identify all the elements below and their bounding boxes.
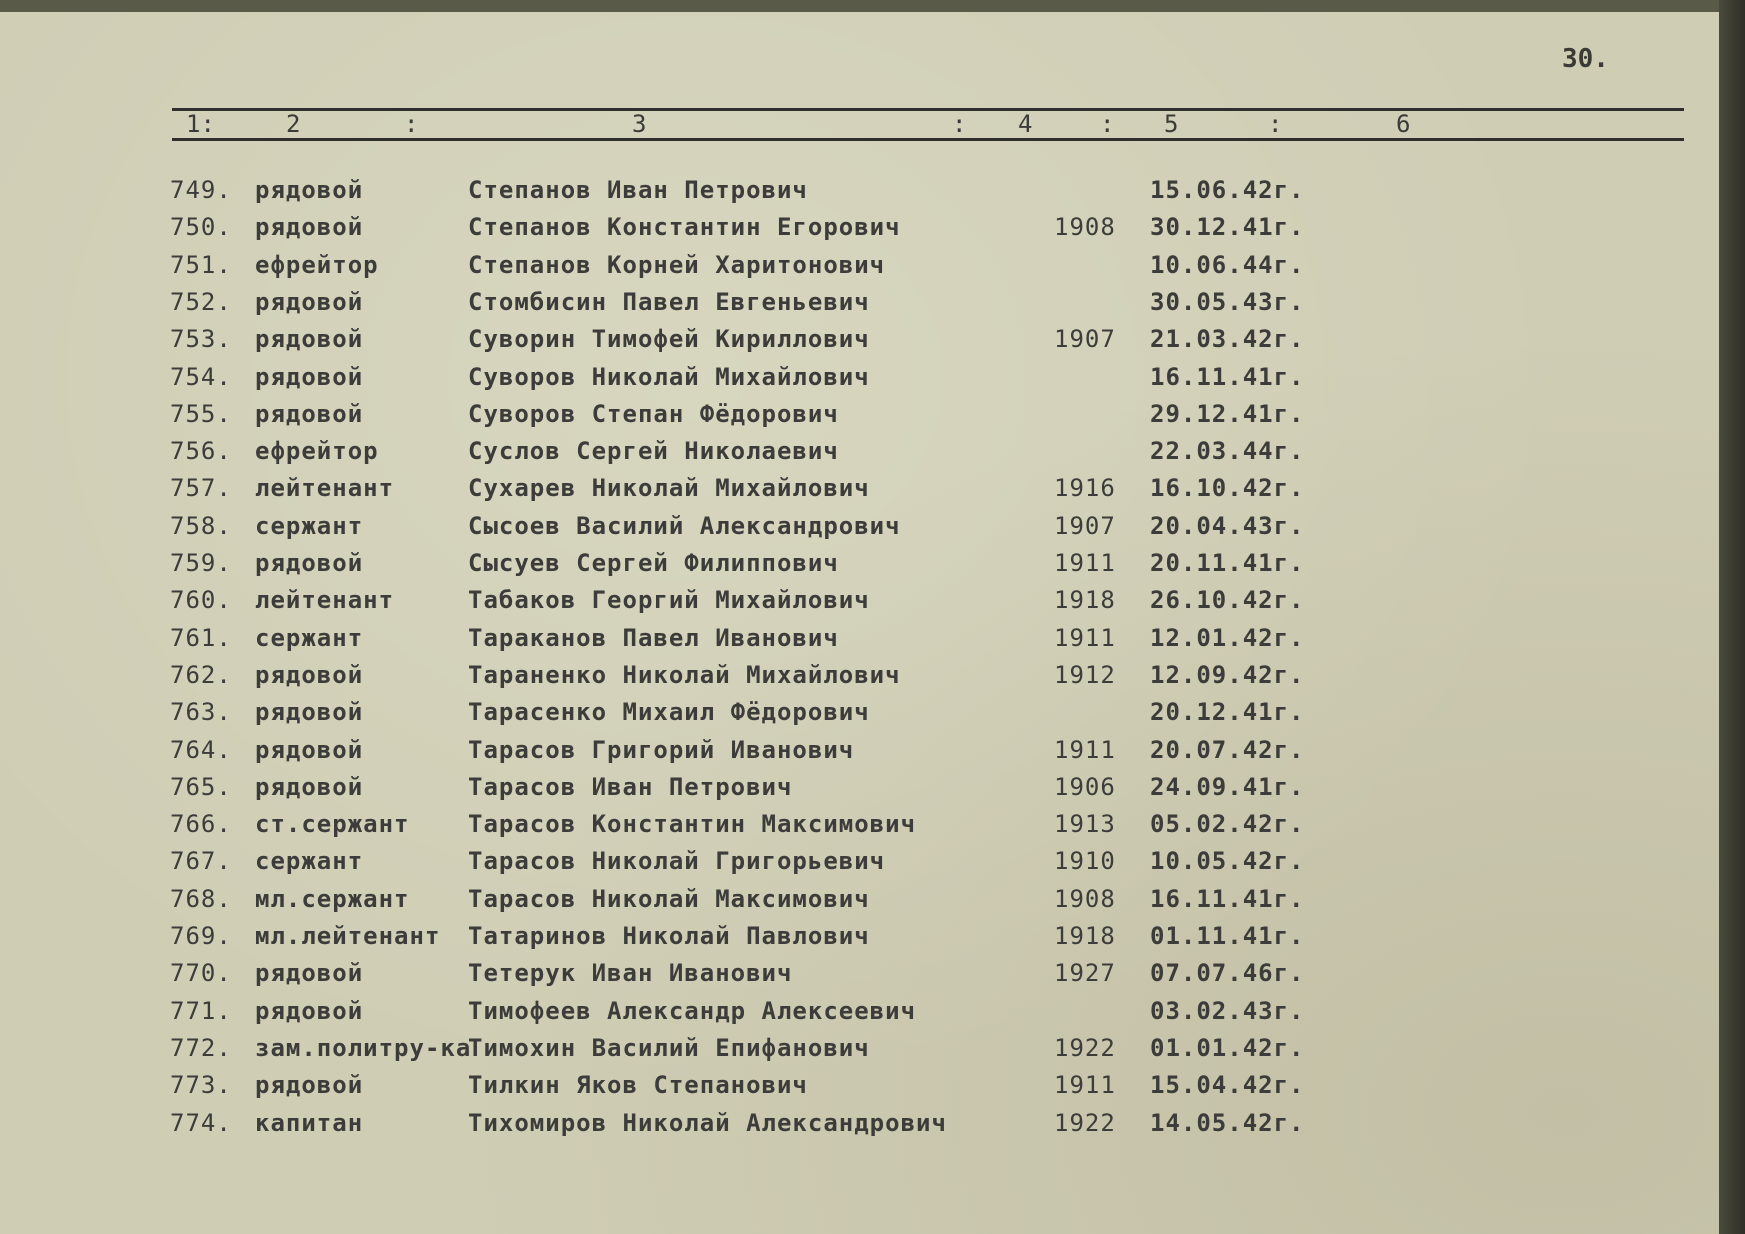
column-number: 1: [186,110,215,138]
table-row [0,847,1400,881]
date: 15.06.42г. [1150,176,1305,204]
birth-year: 1911 [1054,549,1116,577]
date: 01.11.41г. [1150,922,1305,950]
birth-year: 1907 [1054,325,1116,353]
full-name: Сысоев Василий Александрович [468,512,901,540]
date: 16.10.42г. [1150,474,1305,502]
record-number: 755. [170,400,232,428]
military-rank: сержант [255,847,364,875]
date: 20.11.41г. [1150,549,1305,577]
table-row [0,176,1400,210]
full-name: Тарасов Иван Петрович [468,773,793,801]
military-rank: сержант [255,624,364,652]
record-number: 756. [170,437,232,465]
full-name: Степанов Иван Петрович [468,176,808,204]
record-number: 766. [170,810,232,838]
full-name: Степанов Корней Харитонович [468,251,886,279]
full-name: Тараненко Николай Михайлович [468,661,901,689]
full-name: Тарасенко Михаил Фёдорович [468,698,870,726]
date: 07.07.46г. [1150,959,1305,987]
table-row [0,997,1400,1031]
table-row [0,363,1400,397]
date: 26.10.42г. [1150,586,1305,614]
table-row [0,251,1400,285]
column-number: 3 [632,110,647,138]
full-name: Суворин Тимофей Кириллович [468,325,870,353]
table-row [0,1071,1400,1105]
record-number: 760. [170,586,232,614]
full-name: Тарасов Константин Максимович [468,810,917,838]
birth-year: 1911 [1054,1071,1116,1099]
military-rank: лейтенант [255,474,395,502]
military-rank: рядовой [255,325,364,353]
military-rank: рядовой [255,698,364,726]
date: 16.11.41г. [1150,363,1305,391]
full-name: Тилкин Яков Степанович [468,1071,808,1099]
birth-year: 1912 [1054,661,1116,689]
column-separator: : [1268,110,1283,138]
table-row [0,959,1400,993]
table-row [0,288,1400,322]
date: 20.04.43г. [1150,512,1305,540]
military-rank: ефрейтор [255,437,379,465]
table-row [0,661,1400,695]
record-number: 759. [170,549,232,577]
date: 16.11.41г. [1150,885,1305,913]
record-number: 764. [170,736,232,764]
full-name: Тарасов Николай Максимович [468,885,870,913]
record-number: 750. [170,213,232,241]
table-row [0,773,1400,807]
record-number: 754. [170,363,232,391]
record-number: 761. [170,624,232,652]
table-row [0,624,1400,658]
table-row [0,474,1400,508]
full-name: Суворов Николай Михайлович [468,363,870,391]
column-number: 2 [286,110,301,138]
military-rank: ст.сержант [255,810,410,838]
record-number: 753. [170,325,232,353]
military-rank: мл.сержант [255,885,410,913]
table-row [0,810,1400,844]
page-edge [1719,0,1745,1234]
date: 20.07.42г. [1150,736,1305,764]
table-row [0,512,1400,546]
header-rule-top [172,108,1684,111]
military-rank: рядовой [255,661,364,689]
date: 22.03.44г. [1150,437,1305,465]
table-row [0,885,1400,919]
military-rank: зам.политру-ка [255,1034,472,1062]
birth-year: 1918 [1054,586,1116,614]
full-name: Табаков Георгий Михайлович [468,586,870,614]
record-number: 774. [170,1109,232,1137]
record-number: 772. [170,1034,232,1062]
date: 24.09.41г. [1150,773,1305,801]
header-rule-bottom [172,138,1684,141]
full-name: Сухарев Николай Михайлович [468,474,870,502]
birth-year: 1922 [1054,1034,1116,1062]
record-number: 751. [170,251,232,279]
birth-year: 1910 [1054,847,1116,875]
full-name: Суслов Сергей Николаевич [468,437,839,465]
column-separator: : [404,110,419,138]
table-row [0,922,1400,956]
date: 03.02.43г. [1150,997,1305,1025]
record-number: 773. [170,1071,232,1099]
full-name: Татаринов Николай Павлович [468,922,870,950]
table-row [0,1109,1400,1143]
record-number: 768. [170,885,232,913]
birth-year: 1908 [1054,885,1116,913]
table-row [0,325,1400,359]
full-name: Сысуев Сергей Филиппович [468,549,839,577]
column-separator: : [952,110,967,138]
military-rank: рядовой [255,176,364,204]
date: 30.05.43г. [1150,288,1305,316]
record-number: 763. [170,698,232,726]
record-number: 757. [170,474,232,502]
date: 12.01.42г. [1150,624,1305,652]
birth-year: 1927 [1054,959,1116,987]
military-rank: ефрейтор [255,251,379,279]
date: 05.02.42г. [1150,810,1305,838]
full-name: Суворов Степан Фёдорович [468,400,839,428]
table-row [0,736,1400,770]
full-name: Тарасов Николай Григорьевич [468,847,886,875]
table-row [0,400,1400,434]
table-row [0,1034,1400,1068]
date: 20.12.41г. [1150,698,1305,726]
birth-year: 1906 [1054,773,1116,801]
military-rank: рядовой [255,549,364,577]
table-row [0,213,1400,247]
record-number: 749. [170,176,232,204]
military-rank: рядовой [255,363,364,391]
military-rank: капитан [255,1109,364,1137]
full-name: Тихомиров Николай Александрович [468,1109,947,1137]
birth-year: 1911 [1054,624,1116,652]
date: 29.12.41г. [1150,400,1305,428]
document-page [0,12,1738,1234]
record-number: 758. [170,512,232,540]
date: 01.01.42г. [1150,1034,1305,1062]
full-name: Тараканов Павел Иванович [468,624,839,652]
date: 14.05.42г. [1150,1109,1305,1137]
military-rank: рядовой [255,1071,364,1099]
record-number: 767. [170,847,232,875]
birth-year: 1907 [1054,512,1116,540]
column-number: 5 [1164,110,1179,138]
military-rank: рядовой [255,213,364,241]
military-rank: лейтенант [255,586,395,614]
birth-year: 1913 [1054,810,1116,838]
column-separator: : [1100,110,1115,138]
full-name: Тимофеев Александр Алексеевич [468,997,917,1025]
page-number: 30. [1562,44,1609,74]
date: 12.09.42г. [1150,661,1305,689]
record-number: 762. [170,661,232,689]
table-row [0,437,1400,471]
full-name: Тетерук Иван Иванович [468,959,793,987]
table-row [0,586,1400,620]
record-number: 771. [170,997,232,1025]
date: 30.12.41г. [1150,213,1305,241]
full-name: Тимохин Василий Епифанович [468,1034,870,1062]
full-name: Тарасов Григорий Иванович [468,736,855,764]
date: 10.06.44г. [1150,251,1305,279]
table-row [0,698,1400,732]
military-rank: сержант [255,512,364,540]
record-number: 752. [170,288,232,316]
record-number: 770. [170,959,232,987]
birth-year: 1908 [1054,213,1116,241]
birth-year: 1922 [1054,1109,1116,1137]
birth-year: 1911 [1054,736,1116,764]
full-name: Стомбисин Павел Евгеньевич [468,288,870,316]
birth-year: 1918 [1054,922,1116,950]
date: 21.03.42г. [1150,325,1305,353]
record-number: 765. [170,773,232,801]
military-rank: рядовой [255,736,364,764]
military-rank: рядовой [255,997,364,1025]
table-row [0,549,1400,583]
military-rank: мл.лейтенант [255,922,441,950]
military-rank: рядовой [255,400,364,428]
full-name: Степанов Константин Егорович [468,213,901,241]
column-number: 4 [1018,110,1033,138]
record-number: 769. [170,922,232,950]
column-number: 6 [1396,110,1411,138]
military-rank: рядовой [255,959,364,987]
military-rank: рядовой [255,288,364,316]
date: 15.04.42г. [1150,1071,1305,1099]
birth-year: 1916 [1054,474,1116,502]
military-rank: рядовой [255,773,364,801]
date: 10.05.42г. [1150,847,1305,875]
